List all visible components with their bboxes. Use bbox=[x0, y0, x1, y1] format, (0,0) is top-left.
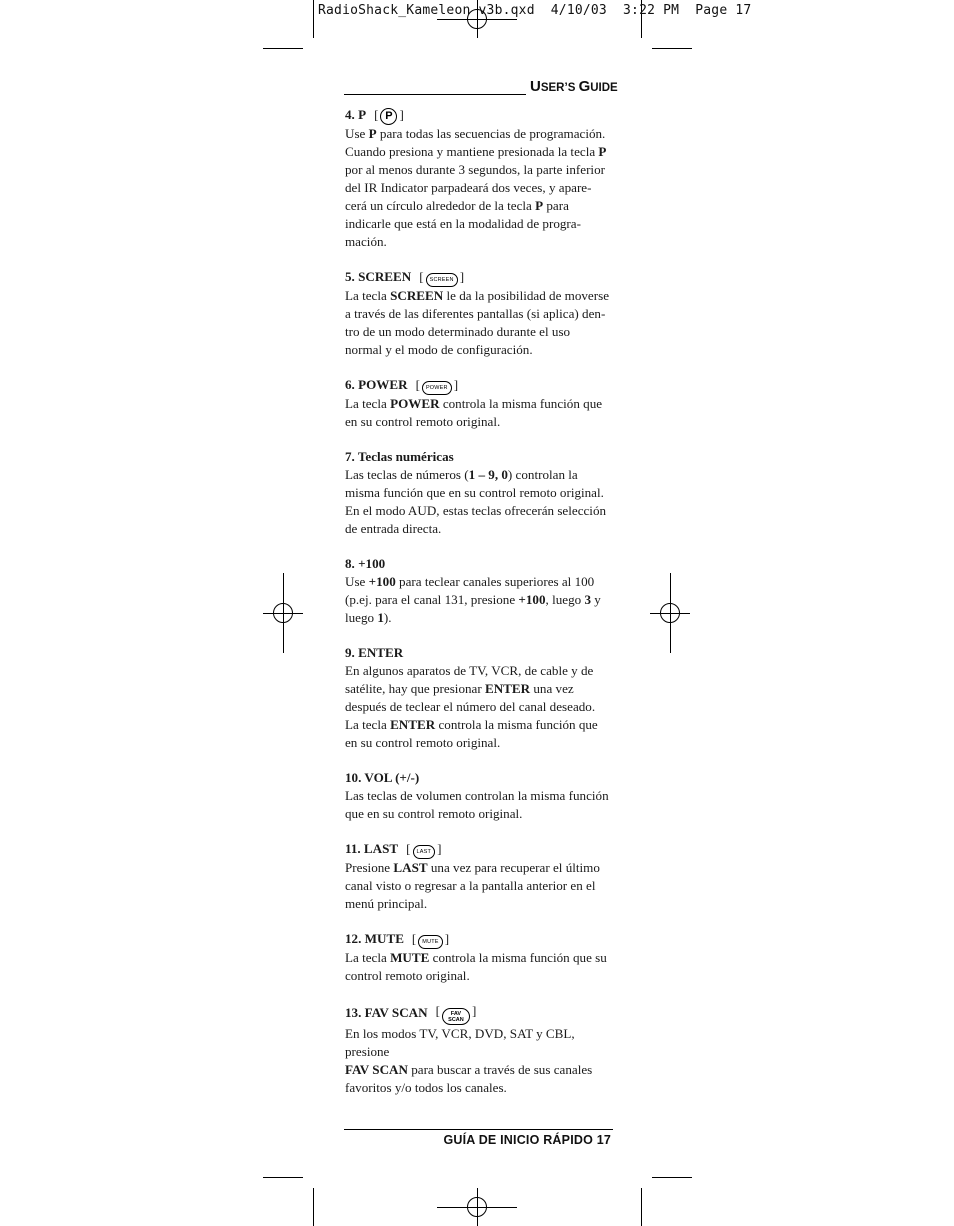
screen-icon: SCREEN bbox=[426, 273, 458, 287]
section-body: Las teclas de volumen controlan la misma función que en su control remoto original. bbox=[345, 787, 609, 821]
section-title: 12. MUTE [ MUTE ] bbox=[345, 930, 615, 949]
key-icon-bracket: [ LAST ] bbox=[406, 840, 441, 859]
crop-mark bbox=[263, 1177, 303, 1178]
section bbox=[345, 376, 615, 431]
crop-mark bbox=[313, 0, 314, 38]
power-icon: POWER bbox=[422, 381, 452, 395]
key-icon-bracket: [ POWER ] bbox=[416, 376, 459, 395]
section-title: 8. +100 bbox=[345, 555, 386, 571]
section bbox=[345, 448, 615, 538]
section-title: 13. FAV SCAN [ FAV SCAN ] bbox=[345, 1002, 615, 1026]
section-body: Use P para todas las secuencias de programación. Cuando presiona y mantiene presionada la tecla P por al menos durante 3 segundos, la parte inferior del IR Indicator parpadeará dos veces, y apare- cerá un círculo alrededor de la tecla P para indicarle que está en la modalidad de progra- mación. bbox=[345, 125, 607, 249]
section-title: 5. SCREEN [ SCREEN ] bbox=[345, 268, 615, 287]
section-body: La tecla SCREEN le da la posibilidad de moverse a través de las diferentes pantallas (si aplica) den- tro de un modo determinado durante el uso normal y el modo de configuración. bbox=[345, 287, 610, 357]
header-rule bbox=[344, 94, 526, 95]
section bbox=[345, 268, 615, 359]
fav-scan-icon: FAV SCAN bbox=[442, 1008, 470, 1025]
section bbox=[345, 644, 615, 752]
section-body: En algunos aparatos de TV, VCR, de cable y de satélite, hay que presionar ENTER una vez después de teclear el número del canal deseado. La tecla ENTER controla la misma función que en su control remoto original. bbox=[345, 662, 598, 750]
section bbox=[345, 106, 615, 251]
mute-icon: MUTE bbox=[418, 935, 442, 949]
section bbox=[345, 930, 615, 985]
main-content bbox=[345, 106, 615, 1114]
section-title: 7. Teclas numéricas bbox=[345, 448, 454, 464]
section-body: La tecla POWER controla la misma función que en su control remoto original. bbox=[345, 395, 603, 429]
section-body: Las teclas de números (1 – 9, 0) controlan la misma función que en su control remoto original. En el modo AUD, estas teclas ofrecerán selección de entrada directa. bbox=[345, 466, 607, 536]
p-circle-icon: P bbox=[380, 108, 397, 125]
section bbox=[345, 840, 615, 913]
crop-mark bbox=[641, 1188, 642, 1226]
section-title: 6. POWER [ POWER ] bbox=[345, 376, 615, 395]
section-body: Use +100 para teclear canales superiores al 100 (p.ej. para el canal 131, presione +100, luego 3 y luego 1). bbox=[345, 573, 601, 625]
crop-mark bbox=[652, 48, 692, 49]
footer-rule bbox=[344, 1129, 613, 1130]
crop-mark bbox=[313, 1188, 314, 1226]
key-icon-bracket: [ FAV SCAN ] bbox=[436, 1002, 477, 1026]
crop-mark bbox=[263, 48, 303, 49]
section-title: 11. LAST [ LAST ] bbox=[345, 840, 615, 859]
section-title: 10. VOL (+/-) bbox=[345, 769, 420, 785]
section-body: En los modos TV, VCR, DVD, SAT y CBL, presione FAV SCAN para buscar a través de sus canales favoritos y/o todos los canales. bbox=[345, 1026, 593, 1095]
section-title: 9. ENTER bbox=[345, 644, 404, 660]
key-icon-bracket: [ MUTE ] bbox=[412, 930, 449, 949]
page-footer: GUÍA DE INICIO RÁPIDO 17 bbox=[443, 1133, 611, 1147]
section bbox=[345, 555, 615, 627]
last-icon: LAST bbox=[413, 845, 436, 859]
section-body: La tecla MUTE controla la misma función que su control remoto original. bbox=[345, 949, 607, 983]
section-body: Presione LAST una vez para recuperar el último canal visto o regresar a la pantalla anterior en el menú principal. bbox=[345, 859, 600, 911]
key-icon-bracket: [ SCREEN ] bbox=[419, 268, 464, 287]
print-slug: RadioShack_Kameleon v3b.qxd 4/10/03 3:22 PM Page 17 bbox=[318, 3, 752, 18]
section bbox=[345, 769, 615, 823]
section-title: 4. P [ P ] bbox=[345, 106, 615, 125]
running-header: USER’S GUIDE bbox=[530, 78, 618, 95]
crop-mark bbox=[652, 1177, 692, 1178]
key-icon-bracket: [ P ] bbox=[374, 106, 404, 125]
section bbox=[345, 1002, 615, 1098]
